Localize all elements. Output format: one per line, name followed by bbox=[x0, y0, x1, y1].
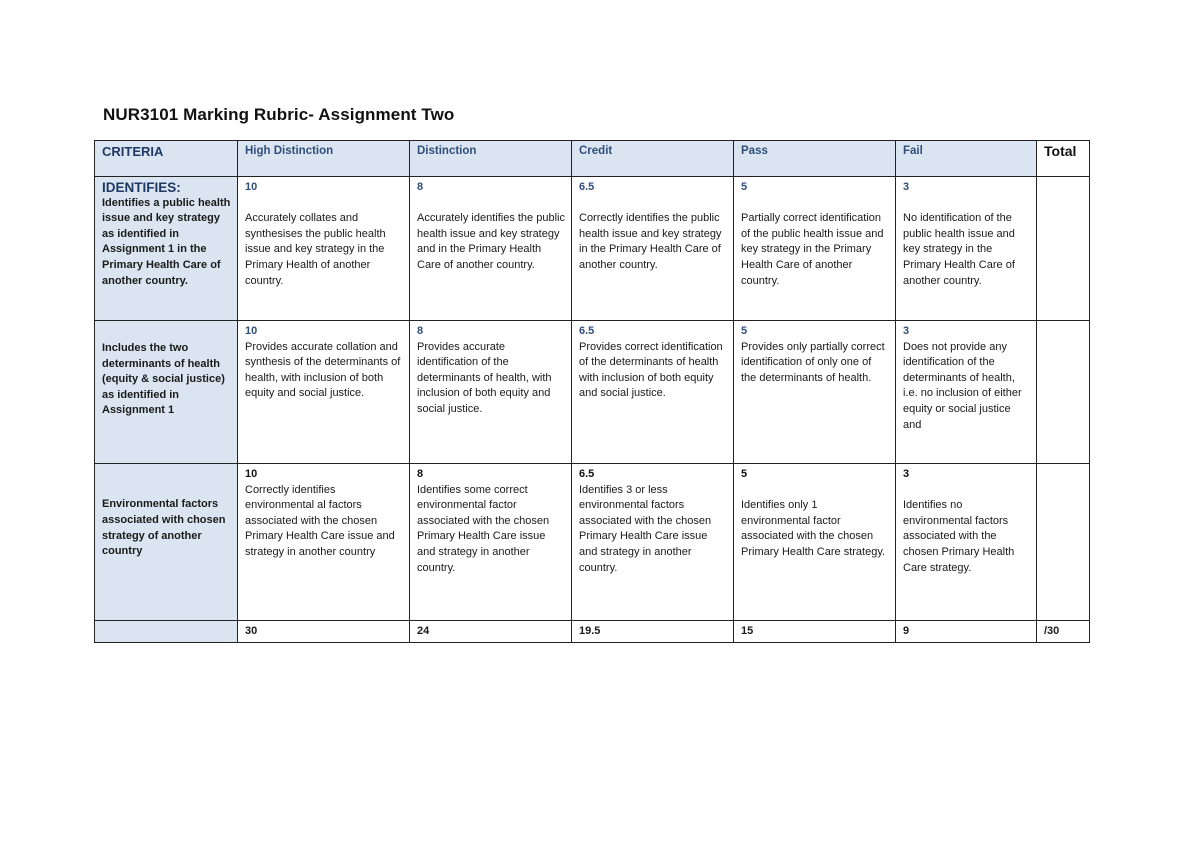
header-total: Total bbox=[1037, 141, 1090, 177]
totals-label-cell bbox=[95, 621, 238, 643]
total-hd: 30 bbox=[238, 621, 410, 643]
rubric-cell-c: 6.5 Correctly identifies the public health issue and key strategy in the Primary Health Care of another country. bbox=[572, 177, 734, 321]
header-row bbox=[95, 141, 1090, 177]
criterion-cell bbox=[95, 464, 238, 621]
rubric-row-identifies bbox=[95, 177, 1090, 321]
marking-rubric-table bbox=[94, 140, 1090, 643]
total-d: 24 bbox=[410, 621, 572, 643]
rubric-cell-hd: 10 Accurately collates and synthesises the public health issue and key strategy in the Primary Health of another country. bbox=[238, 177, 410, 321]
total-overall: /30 bbox=[1037, 621, 1090, 643]
header-high-distinction: High Distinction bbox=[238, 141, 410, 177]
total-p: 15 bbox=[734, 621, 896, 643]
rubric-cell-c: 6.5 Provides correct identification of the determinants of health with inclusion of both equity and social justice. bbox=[572, 321, 734, 464]
rubric-row-determinants bbox=[95, 321, 1090, 464]
page-title: NUR3101 Marking Rubric- Assignment Two bbox=[103, 105, 455, 124]
header-fail: Fail bbox=[896, 141, 1037, 177]
rubric-cell-f: 3 Identifies no environmental factors associated with the chosen Primary Health Care strategy. bbox=[896, 464, 1037, 621]
criterion-title: IDENTIFIES: bbox=[102, 180, 181, 195]
rubric-cell-p: 5 Provides only partially correct identification of only one of the determinants of health. bbox=[734, 321, 896, 464]
total-cell bbox=[1037, 321, 1090, 464]
rubric-cell-hd: 10 Provides accurate collation and synthesis of the determinants of health, with inclusion of both equity and social justice. bbox=[238, 321, 410, 464]
rubric-cell-f: 3 Does not provide any identification of the determinants of health, i.e. no inclusion of either equity or social justice and bbox=[896, 321, 1037, 464]
rubric-cell-d: 8 Accurately identifies the public health issue and key strategy and in the Primary Health Care of another country. bbox=[410, 177, 572, 321]
rubric-cell-c: 6.5 Identifies 3 or less environmental factors associated with the chosen Primary Health Care issue and strategy in another country. bbox=[572, 464, 734, 621]
rubric-cell-d: 8 Provides accurate identification of the determinants of health, with inclusion of both equity and social justice. bbox=[410, 321, 572, 464]
total-f: 9 bbox=[896, 621, 1037, 643]
rubric-row-environmental bbox=[95, 464, 1090, 621]
total-cell bbox=[1037, 464, 1090, 621]
rubric-cell-hd: 10 Correctly identifies environmental al factors associated with the chosen Primary Health Care issue and strategy in another country bbox=[238, 464, 410, 621]
criterion-text: Identifies a public health issue and key strategy as identified in Assignment 1 in the Primary Health Care of another country. bbox=[102, 196, 231, 287]
total-c: 19.5 bbox=[572, 621, 734, 643]
rubric-cell-p: 5 Partially correct identification of the public health issue and key strategy in the Primary Health Care of another country. bbox=[734, 177, 896, 321]
rubric-cell-f: 3 No identification of the public health issue and key strategy in the Primary Health Care of another country. bbox=[896, 177, 1037, 321]
header-pass: Pass bbox=[734, 141, 896, 177]
criterion-text: Includes the two determinants of health (equity & social justice) as identified in Assignment 1 bbox=[102, 342, 225, 417]
rubric-cell-p: 5 Identifies only 1 environmental factor associated with the chosen Primary Health Care strategy. bbox=[734, 464, 896, 621]
total-cell bbox=[1037, 177, 1090, 321]
criterion-cell bbox=[95, 177, 238, 321]
totals-row bbox=[95, 621, 1090, 643]
criterion-cell bbox=[95, 321, 238, 464]
rubric-cell-d: 8 Identifies some correct environmental factor associated with the chosen Primary Health Care issue and strategy in another country. bbox=[410, 464, 572, 621]
header-credit: Credit bbox=[572, 141, 734, 177]
criterion-text: Environmental factors associated with chosen strategy of another country bbox=[102, 498, 226, 558]
header-distinction: Distinction bbox=[410, 141, 572, 177]
criteria-header: CRITERIA bbox=[95, 141, 238, 177]
